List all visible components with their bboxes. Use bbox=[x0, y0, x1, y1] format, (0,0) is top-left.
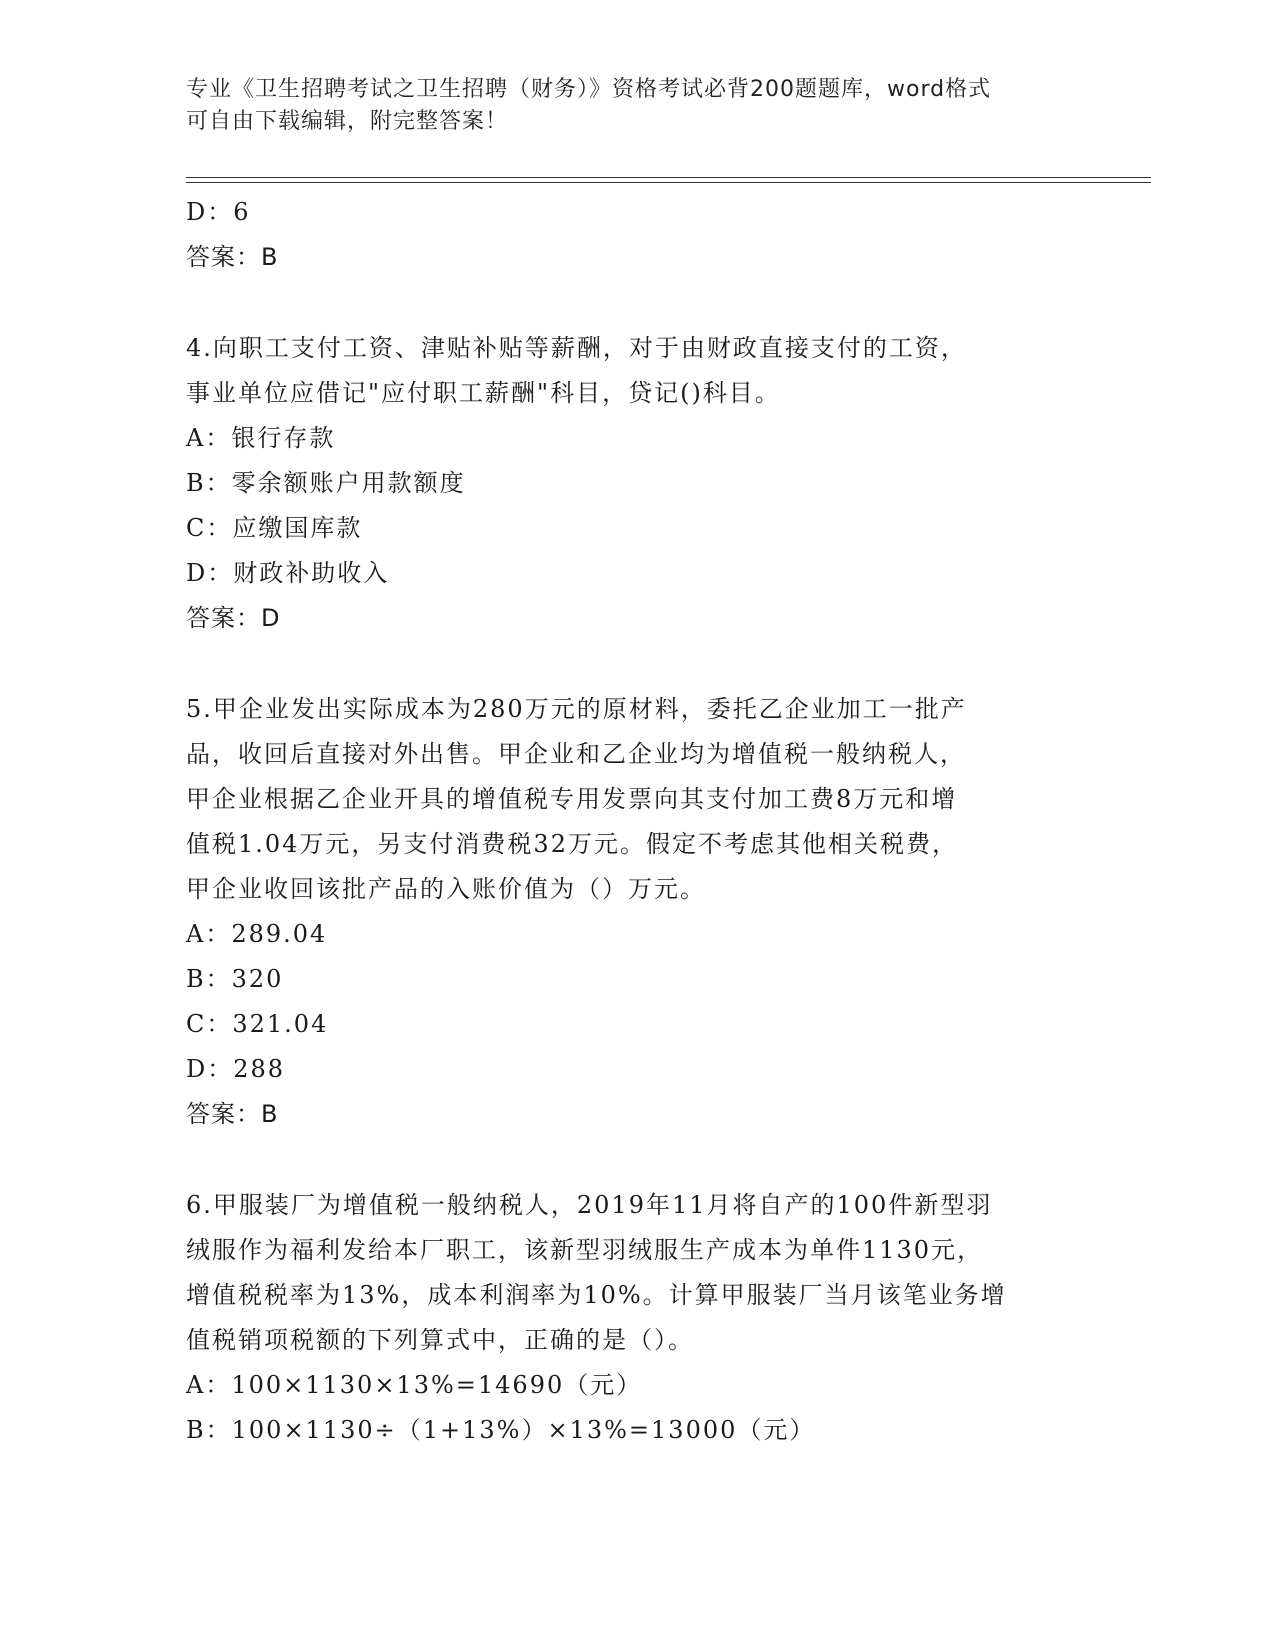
q5-option-b: B：320 bbox=[186, 965, 284, 993]
header-line-1: 专业《卫生招聘考试之卫生招聘（财务）》资格考试必背200题题库，word格式 bbox=[186, 77, 992, 102]
q6-option-b: B：100×1130÷（1+13%）×13%=13000（元） bbox=[186, 1416, 816, 1444]
q5-option-c: C：321.04 bbox=[186, 1010, 329, 1038]
q5-option-d: D：288 bbox=[186, 1055, 286, 1083]
q6-option-a: A：100×1130×13%=14690（元） bbox=[186, 1371, 643, 1399]
question-5 bbox=[186, 687, 1086, 1137]
question-6 bbox=[186, 1183, 1086, 1453]
prev-answer: 答案：B bbox=[186, 243, 279, 271]
q6-stem-line-2: 绒服作为福利发给本厂职工，该新型羽绒服生产成本为单件1130元， bbox=[186, 1236, 984, 1264]
page-header bbox=[186, 74, 1086, 138]
header-line-2: 可自由下载编辑，附完整答案！ bbox=[186, 109, 509, 134]
question-prev bbox=[186, 190, 1086, 280]
prev-option-d: D：6 bbox=[186, 198, 251, 226]
q4-option-c: C：应缴国库款 bbox=[186, 514, 363, 542]
q4-answer: 答案：D bbox=[186, 604, 281, 632]
question-4 bbox=[186, 326, 1086, 641]
q5-stem-line-5: 甲企业收回该批产品的入账价值为（）万元。 bbox=[186, 875, 706, 903]
q4-stem-line-1: 4.向职工支付工资、津贴补贴等薪酬，对于由财政直接支付的工资， bbox=[186, 334, 967, 362]
q6-stem-line-1: 6.甲服装厂为增值税一般纳税人，2019年11月将自产的100件新型羽 bbox=[186, 1191, 993, 1219]
q5-stem-line-2: 品，收回后直接对外出售。甲企业和乙企业均为增值税一般纳税人， bbox=[186, 740, 966, 768]
q6-stem-line-4: 值税销项税额的下列算式中，正确的是（）。 bbox=[186, 1326, 694, 1354]
q4-stem-line-2: 事业单位应借记"应付职工薪酬"科目，贷记()科目。 bbox=[186, 379, 781, 407]
q4-option-b: B：零余额账户用款额度 bbox=[186, 469, 466, 497]
q4-option-a: A：银行存款 bbox=[186, 424, 336, 452]
spacer bbox=[186, 280, 1086, 326]
spacer bbox=[186, 1137, 1086, 1183]
q5-stem-line-3: 甲企业根据乙企业开具的增值税专用发票向其支付加工费8万元和增 bbox=[186, 785, 958, 813]
q6-stem-line-3: 增值税税率为13%，成本利润率为10%。计算甲服装厂当月该笔业务增 bbox=[186, 1281, 1007, 1309]
q4-option-d: D：财政补助收入 bbox=[186, 559, 390, 587]
spacer bbox=[186, 641, 1086, 687]
q5-answer: 答案：B bbox=[186, 1100, 279, 1128]
q5-option-a: A：289.04 bbox=[186, 920, 328, 948]
header-rule-bottom bbox=[186, 182, 1151, 183]
q5-stem-line-4: 值税1.04万元，另支付消费税32万元。假定不考虑其他相关税费， bbox=[186, 830, 958, 858]
document-body bbox=[186, 190, 1086, 1453]
header-rule-top bbox=[186, 177, 1151, 178]
q5-stem-line-1: 5.甲企业发出实际成本为280万元的原材料，委托乙企业加工一批产 bbox=[186, 695, 967, 723]
